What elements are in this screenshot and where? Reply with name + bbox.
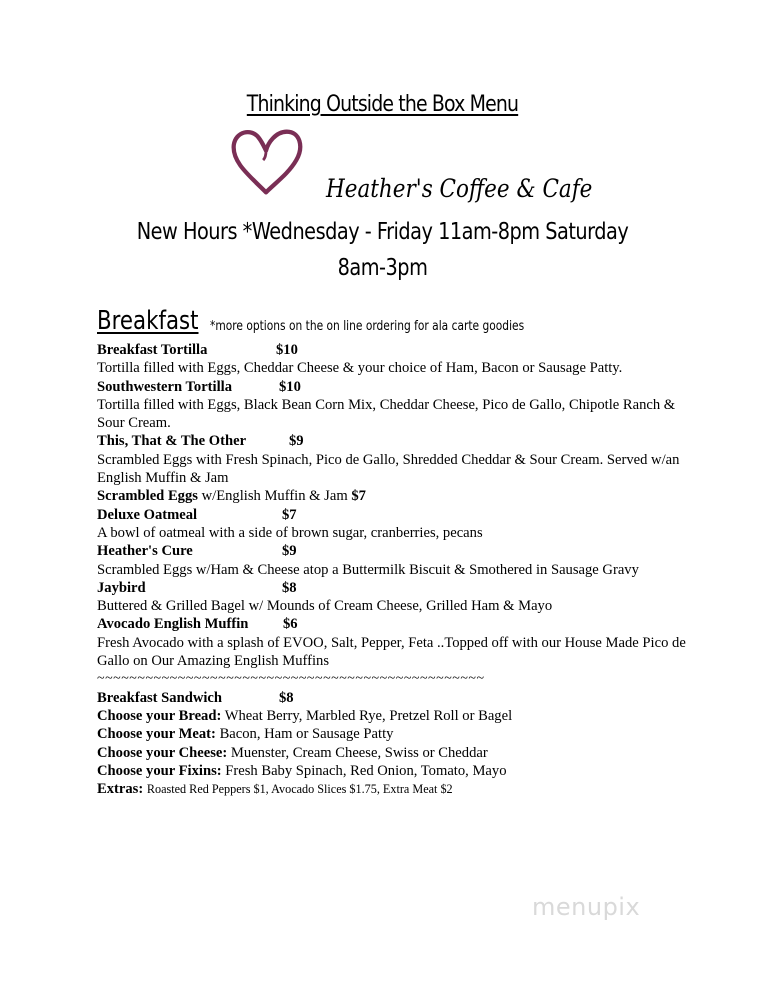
item-price: $10 bbox=[276, 342, 298, 358]
option-value: Fresh Baby Spinach, Red Onion, Tomato, Mayo bbox=[225, 762, 507, 779]
option-label: Extras: bbox=[97, 781, 144, 798]
sandwich-option-cheese bbox=[97, 744, 697, 762]
item-name: Southwestern Tortilla bbox=[97, 378, 233, 395]
sandwich-option-meat bbox=[97, 725, 697, 743]
item-description: Scrambled Eggs w/Ham & Cheese atop a Buttermilk Biscuit & Smothered in Sausage Gravy bbox=[97, 561, 639, 578]
menu-item bbox=[97, 506, 697, 524]
menu-item bbox=[97, 378, 697, 396]
breakfast-title: Breakfast bbox=[97, 306, 199, 336]
menu-item bbox=[97, 615, 697, 633]
breakfast-heading bbox=[97, 306, 525, 336]
item-name: Breakfast Tortilla bbox=[97, 342, 208, 358]
item-price: $8 bbox=[282, 579, 297, 596]
item-price: $8 bbox=[279, 689, 294, 706]
item-price: $6 bbox=[283, 616, 298, 633]
cafe-name: Heather's Coffee & Cafe bbox=[326, 174, 593, 203]
menu-item bbox=[97, 689, 697, 707]
item-name: Jaybird bbox=[97, 579, 146, 596]
breakfast-note: *more options on the on line ordering for ala carte goodies bbox=[210, 319, 525, 334]
menu-item bbox=[97, 432, 697, 450]
hours-line-1: New Hours *Wednesday - Friday 11am-8pm Saturday bbox=[136, 219, 629, 245]
item-name: This, That & The Other bbox=[97, 433, 247, 450]
item-name: Avocado English Muffin bbox=[97, 616, 249, 633]
option-value: Wheat Berry, Marbled Rye, Pretzel Roll or Bagel bbox=[224, 707, 513, 724]
hours-line-2: 8am-3pm bbox=[337, 255, 428, 281]
option-label: Choose your Cheese: bbox=[97, 744, 228, 761]
item-price: $9 bbox=[289, 433, 304, 450]
sandwich-option-fixins bbox=[97, 762, 697, 780]
item-price: $7 bbox=[351, 488, 366, 505]
item-price: $9 bbox=[282, 543, 297, 560]
heart-icon bbox=[228, 126, 304, 198]
option-label: Choose your Fixins: bbox=[97, 762, 222, 779]
option-value: Bacon, Ham or Sausage Patty bbox=[219, 726, 394, 743]
item-detail: w/English Muffin & Jam bbox=[201, 488, 348, 505]
option-label: Choose your Bread: bbox=[97, 707, 222, 724]
item-price: $10 bbox=[279, 378, 301, 395]
separator: ~~~~~~~~~~~~~~~~~~~~~~~~~~~~~~~~~~~~~~~~~~~~~~~~ bbox=[97, 671, 485, 687]
item-description: A bowl of oatmeal with a side of brown sugar, cranberries, pecans bbox=[97, 524, 483, 541]
menu-item bbox=[97, 487, 697, 505]
menu-item bbox=[97, 542, 697, 560]
item-description: Tortilla filled with Eggs, Cheddar Cheese & your choice of Ham, Bacon or Sausage Patty. bbox=[97, 360, 623, 377]
option-value: Muenster, Cream Cheese, Swiss or Cheddar bbox=[230, 744, 488, 761]
item-price: $7 bbox=[282, 506, 297, 523]
sandwich-option-extras bbox=[97, 780, 697, 798]
item-description: Scrambled Eggs with Fresh Spinach, Pico de Gallo, Shredded Cheddar & Sour Cream. Served w/an English Muffin & Jam bbox=[97, 451, 680, 487]
option-value: Roasted Red Peppers $1, Avocado Slices $1.75, Extra Meat $2 bbox=[146, 782, 453, 797]
hours-block bbox=[0, 214, 765, 286]
menupix-watermark: menupix bbox=[532, 893, 641, 921]
sandwich-option-bread bbox=[97, 707, 697, 725]
item-name: Deluxe Oatmeal bbox=[97, 506, 198, 523]
item-name: Breakfast Sandwich bbox=[97, 689, 223, 706]
item-description: Fresh Avocado with a splash of EVOO, Salt, Pepper, Feta ..Topped off with our House Made Pico de Gallo on Our Amazing English Muffins bbox=[97, 634, 686, 670]
item-name: Scrambled Eggs bbox=[97, 488, 198, 505]
menu-title: Thinking Outside the Box Menu bbox=[246, 92, 519, 117]
item-name: Heather's Cure bbox=[97, 543, 193, 560]
item-description: Tortilla filled with Eggs, Black Bean Corn Mix, Cheddar Cheese, Pico de Gallo, Chipotle Ranch & Sour Cream. bbox=[97, 396, 676, 432]
menu-item bbox=[97, 341, 697, 359]
menu-items bbox=[97, 341, 697, 798]
menu-item bbox=[97, 579, 697, 597]
item-description: Buttered & Grilled Bagel w/ Mounds of Cream Cheese, Grilled Ham & Mayo bbox=[97, 598, 553, 615]
option-label: Choose your Meat: bbox=[97, 726, 216, 743]
